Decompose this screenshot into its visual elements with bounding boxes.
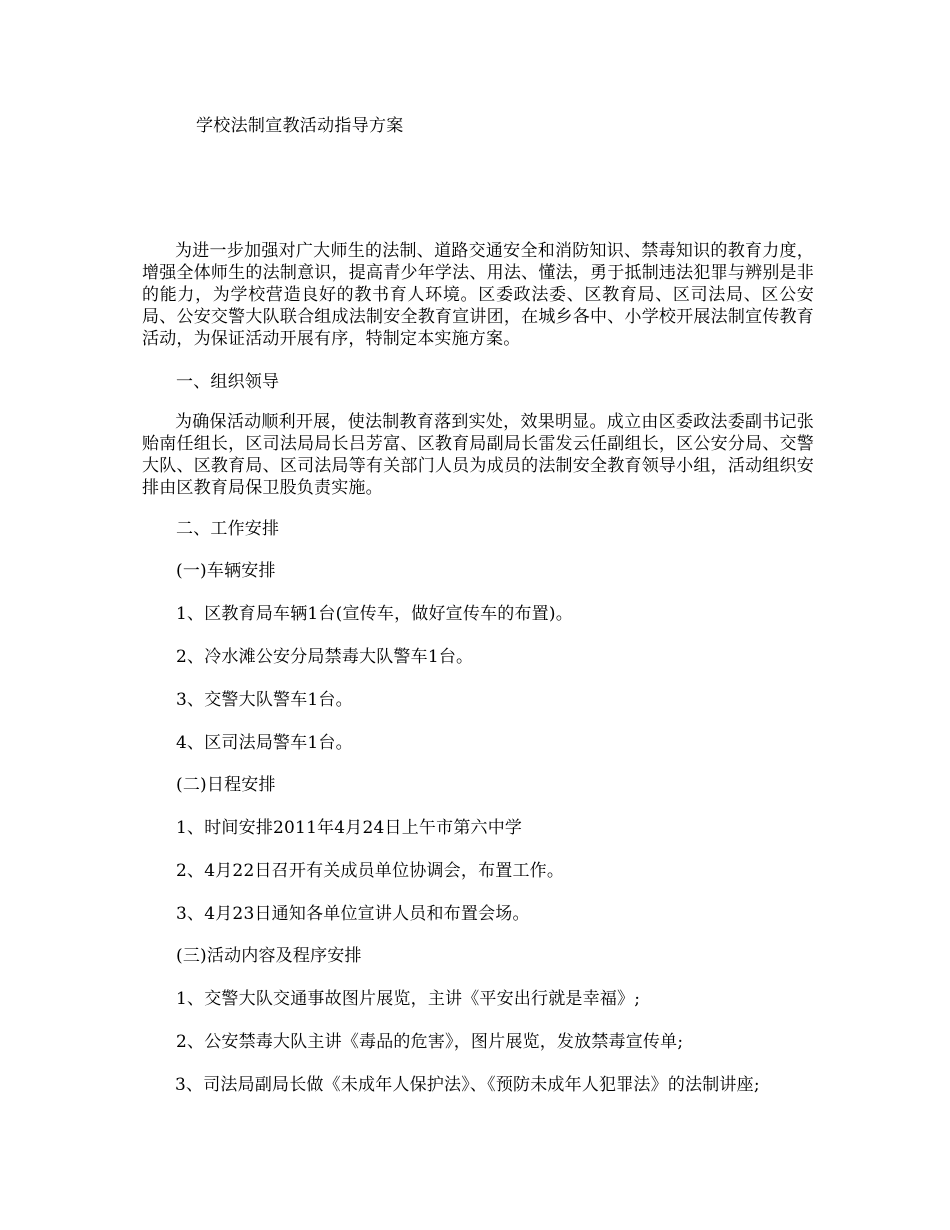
schedule-item: 3、4月23日通知各单位宣讲人员和布置会场。 [176,904,530,924]
organization-paragraph: 为确保活动顺利开展，使法制教育落到实处，效果明显。成立由区委政法委副书记张贻南任组长，区司法局局长吕芳富、区教育局副局长雷发云任副组长，区公安分局、交警大队、区教育局、区司法局等有关部门人员为成员的法制安全教育领导小组，活动组织安排由区教育局保卫股负责实施。 [142,412,814,498]
subsection-heading-schedule: (二)日程安排 [176,775,276,795]
activity-item: 3、司法局副局长做《未成年人保护法》、《预防未成年人犯罪法》的法制讲座; [175,1075,760,1095]
activity-item: 1、交警大队交通事故图片展览，主讲《平安出行就是幸福》; [176,989,641,1009]
schedule-item: 2、4月22日召开有关成员单位协调会，布置工作。 [176,861,565,881]
vehicle-item: 3、交警大队警车1台。 [176,690,353,710]
vehicle-item: 4、区司法局警车1台。 [176,733,353,753]
vehicle-item: 2、冷水滩公安分局禁毒大队警车1台。 [176,647,474,667]
schedule-item: 1、时间安排2011年4月24日上午市第六中学 [176,818,523,838]
intro-paragraph: 为进一步加强对广大师生的法制、道路交通安全和消防知识、禁毒知识的教育力度，增强全体师生的法制意识，提高青少年学法、用法、懂法，勇于抵制违法犯罪与辨别是非的能力，为学校营造良好的教书育人环境。区委政法委、区教育局、区司法局、区公安局、公安交警大队联合组成法制安全教育宣讲团，在城乡各中、小学校开展法制宣传教育活动，为保证活动开展有序，特制定本实施方案。 [142,241,814,349]
section-heading-work-arrangement: 二、工作安排 [176,519,280,539]
subsection-heading-activity-content: (三)活动内容及程序安排 [176,946,362,966]
vehicle-item: 1、区教育局车辆1台(宣传车，做好宣传车的布置)。 [176,604,573,624]
subsection-heading-vehicles: (一)车辆安排 [176,561,276,581]
section-heading-organization: 一、组织领导 [176,372,280,392]
activity-item: 2、公安禁毒大队主讲《毒品的危害》，图片展览，发放禁毒宣传单; [176,1032,684,1052]
document-title: 学校法制宣教活动指导方案 [196,116,404,136]
